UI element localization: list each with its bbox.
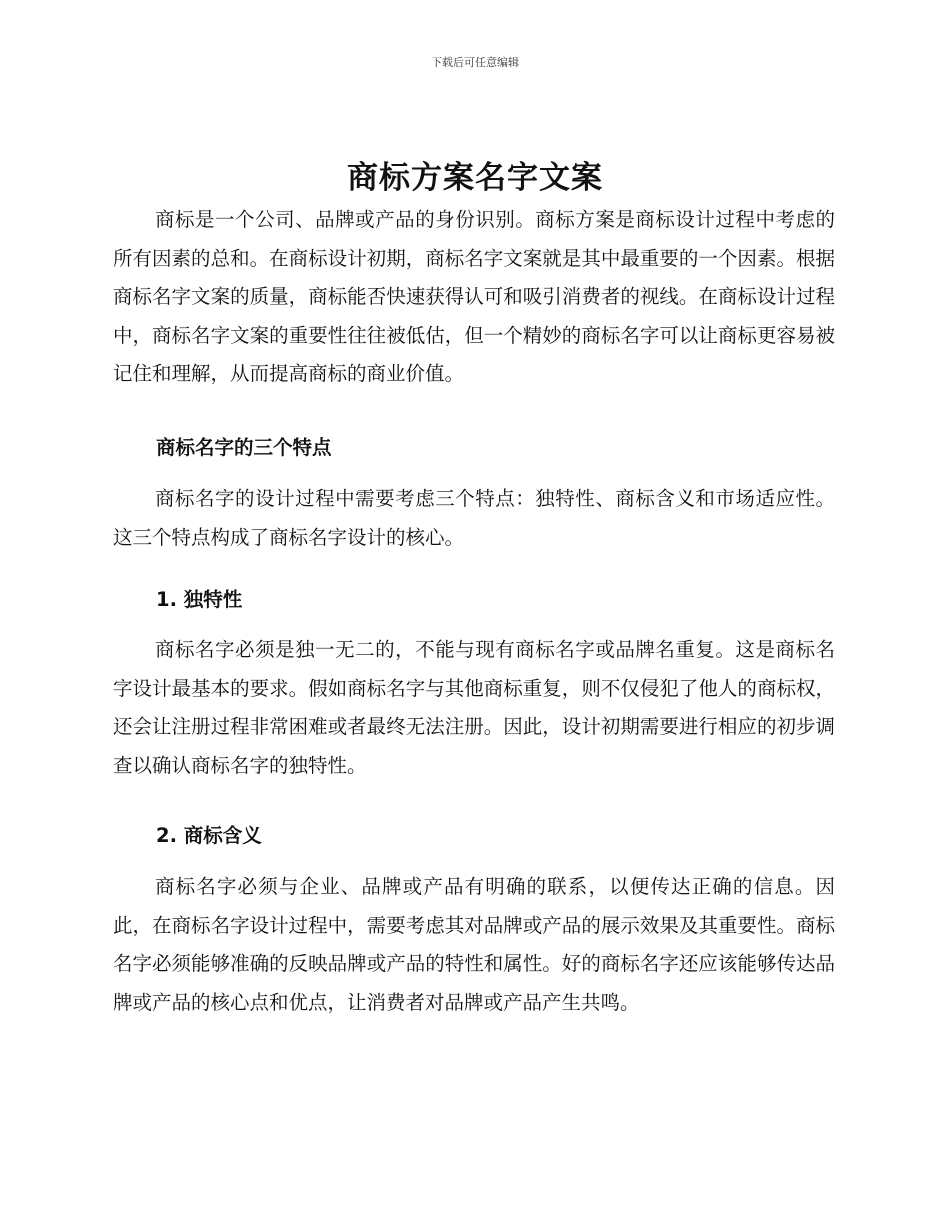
section-intro-paragraph: 商标名字的设计过程中需要考虑三个特点：独特性、商标含义和市场适应性。这三个特点构成了商标名字设计的核心。 <box>113 487 835 549</box>
section-heading: 商标名字的三个特点 <box>156 436 332 459</box>
point-paragraph-uniqueness: 商标名字必须是独一无二的，不能与现有商标名字或品牌名重复。这是商标名字设计最基本的要求。假如商标名字与其他商标重复，则不仅侵犯了他人的商标权，还会让注册过程非常困难或者最终无法注册。因此，设计初期需要进行相应的初步调查以确认商标名字的独特性。 <box>113 638 835 777</box>
point-heading-meaning: 2. 商标含义 <box>156 824 262 847</box>
document-title: 商标方案名字文案 <box>347 160 603 196</box>
point-heading-uniqueness: 1. 独特性 <box>156 588 243 611</box>
point-paragraph-meaning: 商标名字必须与企业、品牌或产品有明确的联系，以便传达正确的信息。因此，在商标名字设计过程中，需要考虑其对品牌或产品的展示效果及其重要性。商标名字必须能够准确的反映品牌或产品的特性和属性。好的商标名字还应该能够传达品牌或产品的核心点和优点，让消费者对品牌或产品产生共鸣。 <box>113 875 835 1014</box>
intro-paragraph: 商标是一个公司、品牌或产品的身份识别。商标方案是商标设计过程中考虑的所有因素的总和。在商标设计初期，商标名字文案就是其中最重要的一个因素。根据商标名字文案的质量，商标能否快速获得认可和吸引消费者的视线。在商标设计过程中，商标名字文案的重要性往往被低估，但一个精妙的商标名字可以让商标更容易被记住和理解，从而提高商标的商业价值。 <box>113 208 835 385</box>
page-header-note: 下载后可任意编辑 <box>431 56 519 69</box>
